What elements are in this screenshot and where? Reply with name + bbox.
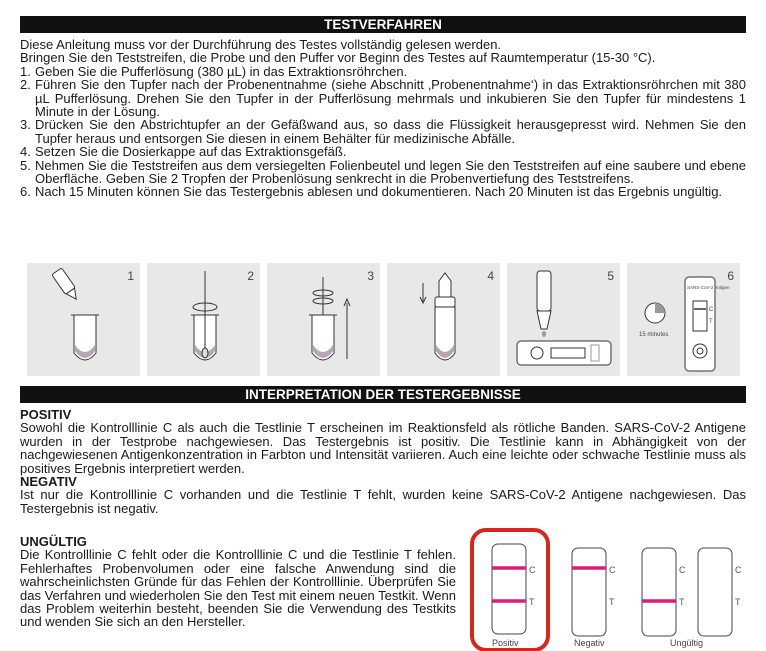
swab-rotate-icon (147, 263, 260, 376)
procedure-step: 3. Drücken Sie den Abstrichtupfer an der Gefäßwand aus, so dass die Flüssigkeit herausgepresst wird. Nehmen Sie den Tupfer heraus und entsorgen Sie diesen in einem Behälter für medizinische Abfälle. (20, 117, 746, 146)
negative-heading: NEGATIV (20, 474, 77, 490)
invalid1-t-label: T (679, 597, 685, 607)
positive-heading: POSITIV (20, 407, 72, 422)
procedure-figure (27, 263, 749, 376)
procedure-step: 5. Nehmen Sie die Teststreifen aus dem versiegelten Folienbeutel und legen Sie den Teststreifen auf eine saubere und ebene Oberfläche. Geben Sie 2 Tropfen der Probenlösung senkrecht in die Probenvertiefung des Teststreifens. (20, 157, 746, 187)
cassette-t-label: T (709, 319, 713, 325)
panel-number: 1 (127, 269, 134, 283)
buffer-dropper-icon (27, 263, 140, 376)
step-panel-1 (27, 263, 140, 376)
panel-number: 4 (487, 269, 494, 283)
procedure-step: 4. Setzen Sie die Dosierkappe auf das Extraktionsgefäß. (20, 144, 347, 160)
step-panel-6 (627, 263, 740, 376)
procedure-steps (20, 65, 746, 199)
step-panel-3 (267, 263, 380, 376)
procedure-step: 1. Geben Sie die Pufferlösung (380 µL) in das Extraktionsröhrchen. (20, 63, 408, 79)
negative-t-label: T (609, 597, 615, 607)
negative-result-label: Negativ (574, 638, 605, 648)
swab-squeeze-icon (267, 263, 380, 376)
invalid-heading: UNGÜLTIG (20, 534, 87, 549)
invalid-section (20, 535, 456, 629)
positive-result-label: Positiv (492, 638, 519, 648)
positive-c-label: C (529, 565, 536, 575)
panel-number: 5 (607, 269, 614, 283)
sample-drop-cassette-icon (507, 263, 620, 376)
section-title-testverfahren: TESTVERFAHREN (20, 16, 746, 33)
section-title-interpretation: INTERPRETATION DER TESTERGEBNISSE (20, 386, 746, 403)
panel-number: 2 (247, 269, 254, 283)
dropper-cap-icon (387, 263, 500, 376)
step-panel-5 (507, 263, 620, 376)
timer-label: 15 minutes (639, 332, 669, 338)
negative-c-label: C (609, 565, 616, 575)
intro-line-1: Diese Anleitung muss vor der Durchführung des Testes vollständig gelesen werden. (20, 37, 502, 52)
positive-text: Sowohl die Kontrolllinie C als auch die Testlinie T erscheinen im Reaktionsfeld als rötliche Banden. SARS-CoV-2 Antigene wurden in der Testprobe nachgewiesen. Das Testergebnis ist positiv. Die Testlinie kann in Abhängigkeit von der nachgewiesenen Antigenkonzentration in Farbton und Intensität variieren. Auch eine leichte oder schwache Testlinie muss als positives Ergebnis interpretiert werden. (20, 420, 746, 476)
cassette-label: SARS-CoV-2 Antigen (687, 285, 730, 290)
invalid-strip-2 (698, 548, 732, 636)
step-panel-4 (387, 263, 500, 376)
result-examples (470, 528, 760, 651)
panel-number: 3 (367, 269, 374, 283)
procedure-step: 2. Führen Sie den Tupfer nach der Probenentnahme (siehe Abschnitt ‚Probenentnahme‘) in das Extraktionsröhrchen mit 380 µL Pufferlösung. Drehen Sie den Tupfer in der Pufferlösung mehrmals und inkubieren Sie den Tupfer für mindestens 1 Minute in der Lösung. (20, 77, 746, 120)
invalid-text: Die Kontrolllinie C fehlt oder die Kontrolllinie C und die Testlinie T fehlen. Fehlerhaftes Probenvolumen oder eine falsche Anwendung sind die wahrscheinlichsten Gründe für das Fehlen der Kontrolllinie. Überprüfen Sie das Verfahren und wiederholen Sie den Test mit einem neuen Testkit. Wenn das Problem weiterhin besteht, beenden Sie die Verwendung des Testkits und wenden Sie sich an den Hersteller. (20, 547, 456, 630)
negative-strip (572, 548, 606, 636)
step-panel-2 (147, 263, 260, 376)
positive-strip (492, 544, 526, 634)
procedure-step: 6. Nach 15 Minuten können Sie das Testergebnis ablesen und dokumentieren. Nach 20 Minuten ist das Ergebnis ungültig. (20, 184, 723, 200)
procedure-text (20, 38, 746, 199)
cassette-c-label: C (709, 307, 714, 313)
panel-number: 6 (727, 269, 734, 283)
positive-t-label: T (529, 597, 535, 607)
interpretation-text (20, 408, 746, 515)
result-cassettes (470, 528, 760, 651)
negative-text: Ist nur die Kontrolllinie C vorhanden und die Testlinie T fehlt, wurden keine SARS-CoV-2 Antigene nachgewiesen. Das Testergebnis ist negativ. (20, 487, 746, 516)
invalid2-c-label: C (735, 565, 742, 575)
invalid2-t-label: T (735, 597, 741, 607)
invalid-result-label: Ungültig (670, 638, 704, 648)
intro-line-2: Bringen Sie den Teststreifen, die Probe und den Puffer vor Beginn des Testes auf Raumtemperatur (15-30 °C). (20, 50, 656, 66)
timer-cassette-icon (627, 263, 740, 376)
invalid-strip-1 (642, 548, 676, 636)
invalid1-c-label: C (679, 565, 686, 575)
